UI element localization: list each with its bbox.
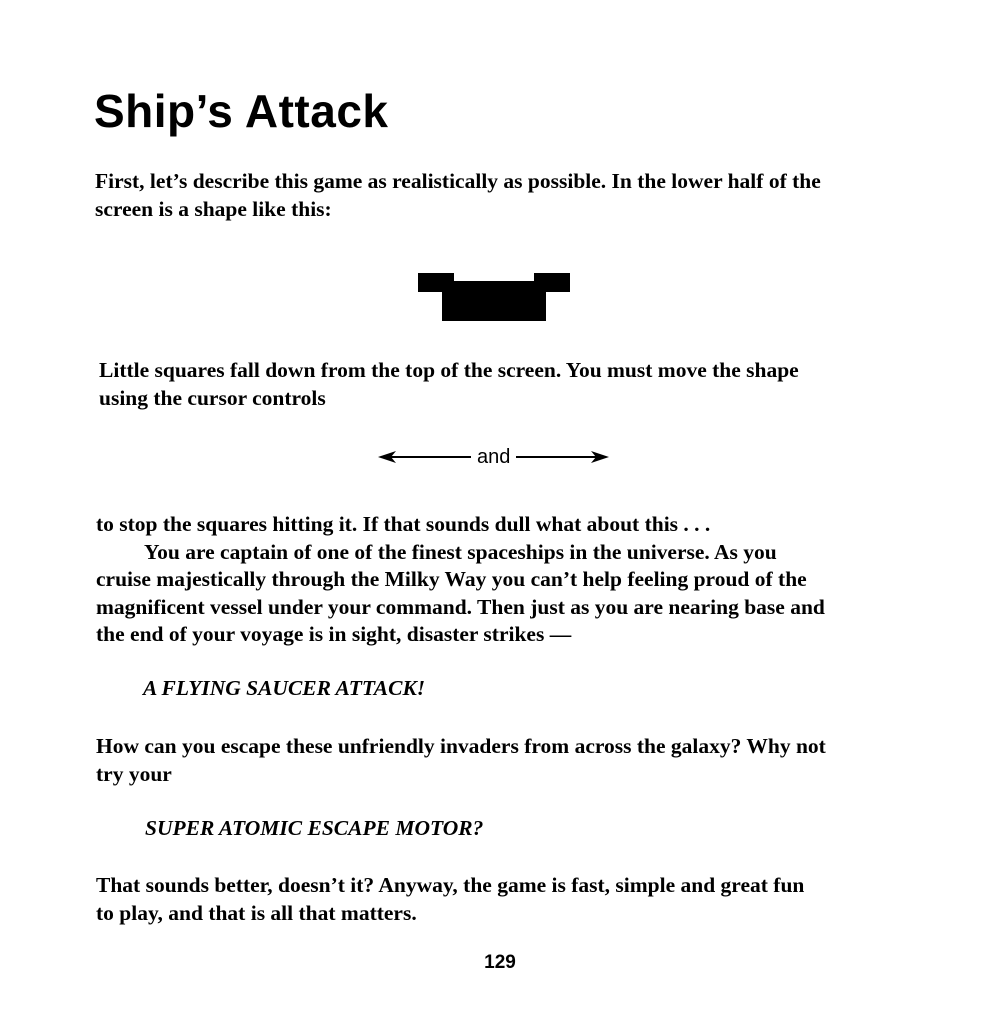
attack-heading: A FLYING SAUCER ATTACK! — [143, 676, 426, 700]
story-paragraph — [96, 511, 926, 649]
text-line: the end of your voyage is in sight, disaster strikes — — [96, 622, 572, 646]
text-line: screen is a shape like this: — [95, 196, 332, 221]
text-line: cruise majestically through the Milky Way you can’t help feeling proud of the — [96, 567, 807, 591]
instructions-paragraph — [99, 357, 929, 412]
text-line: You are captain of one of the finest spaceships in the universe. As you — [144, 539, 777, 564]
page-number: 129 — [484, 952, 516, 973]
text-line: That sounds better, doesn’t it? Anyway, the game is fast, simple and great fun — [96, 873, 805, 897]
left-arrow-icon — [378, 450, 471, 464]
page-title: Ship’s Attack — [94, 85, 389, 137]
text-line: First, let’s describe this game as realistically as possible. In the lower half of the — [95, 169, 821, 193]
text-line: try your — [96, 761, 172, 786]
text-line: to stop the squares hitting it. If that sounds dull what about this . . . — [96, 512, 711, 536]
text-line: to play, and that is all that matters. — [96, 900, 417, 925]
text-line: Little squares fall down from the top of the screen. You must move the shape — [99, 358, 799, 382]
right-arrow-icon — [516, 450, 609, 464]
cursor-controls — [378, 443, 613, 471]
escape-paragraph — [96, 733, 926, 788]
text-line: magnificent vessel under your command. Then just as you are nearing base and — [96, 594, 825, 619]
text-line: using the cursor controls — [99, 385, 326, 410]
text-line: How can you escape these unfriendly invaders from across the galaxy? Why not — [96, 734, 826, 758]
motor-heading: SUPER ATOMIC ESCAPE MOTOR? — [145, 816, 484, 840]
cursor-and-label: and — [477, 446, 511, 468]
ship-shape-icon — [418, 273, 570, 321]
intro-paragraph — [95, 168, 925, 223]
closing-paragraph — [96, 872, 926, 927]
